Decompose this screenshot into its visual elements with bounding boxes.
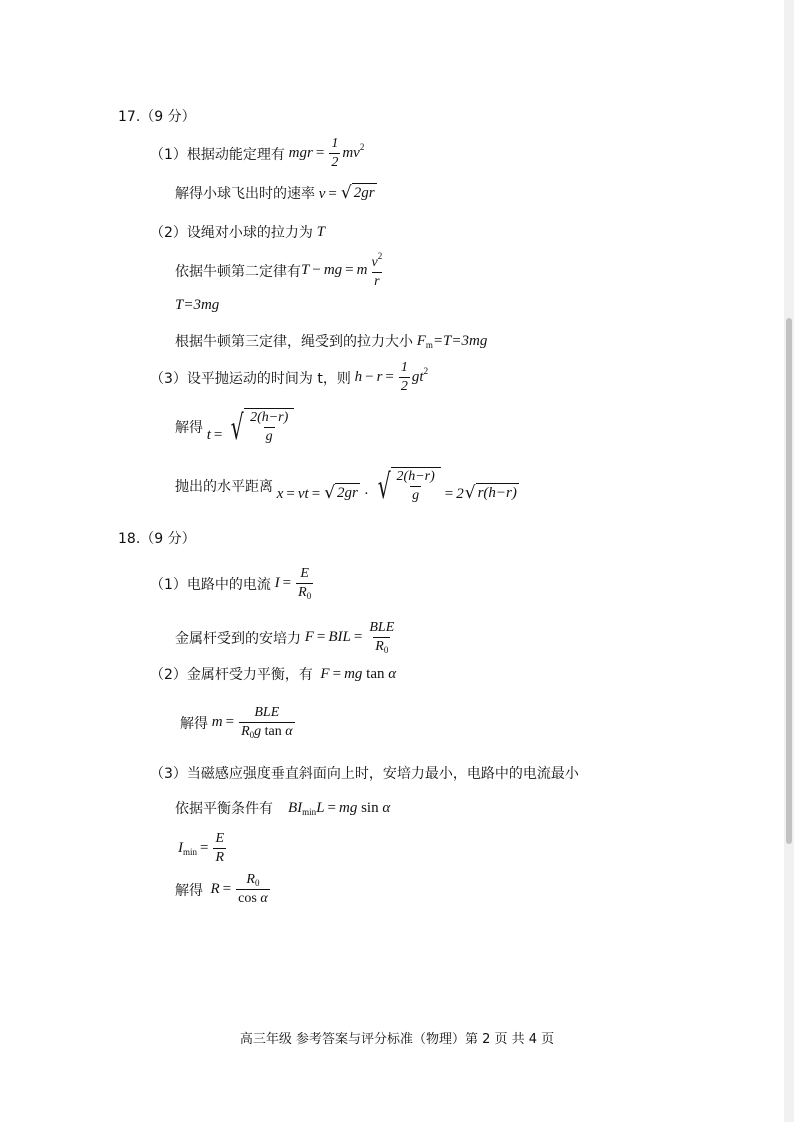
q17-time-result: 解得 t = √ $\frac{2(h-r)}{g}$	[175, 408, 295, 445]
q17-part1: （1）根据动能定理有 mgr = $\frac{1}{2}$ $mv^2$	[150, 136, 365, 171]
q17-tension-value: T=3mg	[175, 297, 220, 313]
q18-resistance-result: 解得 R = $\frac{R_0}{\text{cos α}}$	[175, 872, 268, 907]
q18-balance: 依据平衡条件有 $BI_{min}L$ = mg sin α	[175, 799, 391, 817]
q17-kinetic-energy-formula: mgr = $\frac{1}{2}$ $mv^2$	[284, 136, 365, 171]
q18-part1: （1）电路中的电流 I = $\frac{E}{R_0}$	[150, 566, 312, 602]
scrollbar-thumb[interactable]	[786, 318, 792, 844]
q18-part2: （2）金属杆受力平衡，有 F = mg tan α	[150, 665, 397, 683]
q17-part2: （2）设绳对小球的拉力为 T	[150, 223, 326, 241]
q17-part3: （3）设平抛运动的时间为 t，则 h − r = $\frac{1}{2}$ $gt^2$	[150, 360, 429, 395]
q18-mass-result: 解得 m = $\frac{\text{BLE}}{R_0g \tan \alpha}$	[180, 705, 293, 741]
q18-part3: （3）当磁感应强度垂直斜面向上时，安培力最小，电路中的电流最小	[150, 766, 579, 782]
q17-horizontal-distance: 抛出的水平距离 x = vt = √ 2gr · √ $\frac{2(h-r)}{g}$ = 2 √ r(h−r)	[175, 467, 517, 508]
page-footer: 高三年级 参考答案与评分标准（物理）第 2 页 共 4 页	[239, 1032, 555, 1047]
q18-min-current: $I_{min}$ = $\frac{E}{R}$	[178, 831, 225, 866]
q17-newton-second: 依据牛顿第二定律有 T − mg = m $\frac{v^2}{r}$	[175, 251, 383, 290]
q17-newton-third: 根据牛顿第三定律，绳受到的拉力大小 $F_m=T=3mg$	[175, 332, 488, 350]
q18-header: 18.（9 分）	[118, 531, 196, 547]
q17-part1-result: 解得小球飞出时的速率 v = √ 2gr	[175, 183, 375, 203]
scrollbar-track[interactable]	[784, 0, 794, 1122]
q18-ampere-force: 金属杆受到的安培力 F = BIL = $\frac{\text{BLE}}{R_0}$	[175, 620, 395, 656]
q17-header: 17.（9 分）	[118, 109, 196, 125]
